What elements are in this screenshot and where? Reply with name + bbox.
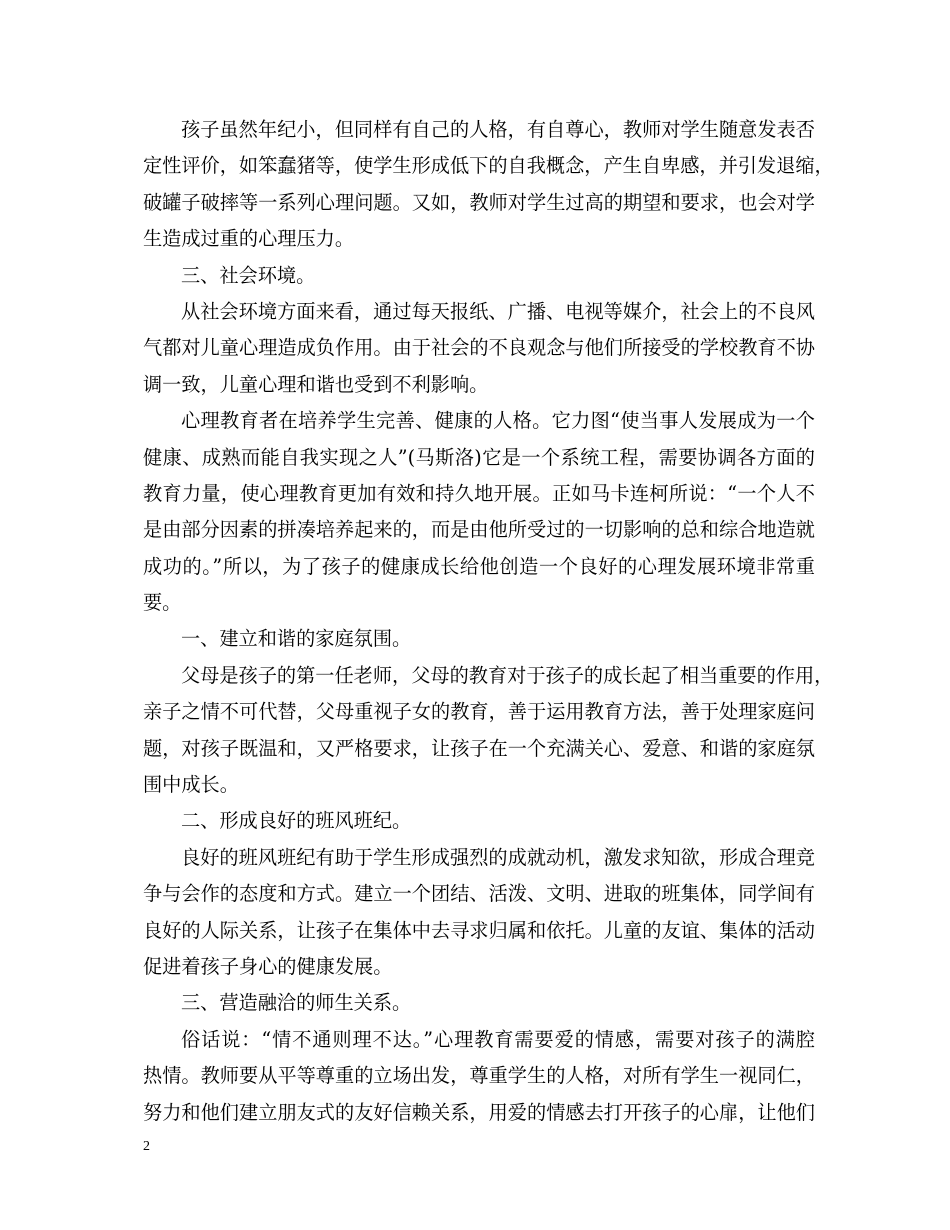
paragraph-line: 成功的。”所以，为了孩子的健康成长给他创造一个良好的心理发展环境非常重 xyxy=(143,554,815,578)
paragraph-line: 健康、成熟而能自我实现之人”(马斯洛)它是一个系统工程，需要协调各方面的 xyxy=(143,445,815,469)
paragraph-line: 从社会环境方面来看，通过每天报纸、广播、电视等媒介，社会上的不良风 xyxy=(181,299,815,323)
paragraph-line: 心理教育者在培养学生完善、健康的人格。它力图“使当事人发展成为一个 xyxy=(181,409,815,433)
paragraph-line: 努力和他们建立朋友式的友好信赖关系，用爱的情感去打开孩子的心扉，让他们 xyxy=(143,1100,815,1124)
paragraph-line: 题，对孩子既温和，又严格要求，让孩子在一个充满关心、爱意、和谐的家庭氛 xyxy=(143,736,815,760)
paragraph-line: 破罐子破摔等一系列心理问题。又如，教师对学生过高的期望和要求，也会对学 xyxy=(143,190,815,214)
section-heading: 一、建立和谐的家庭氛围。 xyxy=(181,627,412,651)
paragraph-line: 定性评价，如笨蠢猪等，使学生形成低下的自我概念，产生自卑感，并引发退缩， xyxy=(143,154,834,178)
paragraph-line: 要。 xyxy=(143,591,182,615)
page-number: 2 xyxy=(143,1139,150,1154)
paragraph-line: 孩子虽然年纪小，但同样有自己的人格，有自尊心，教师对学生随意发表否 xyxy=(181,118,815,141)
section-heading: 二、形成良好的班风班纪。 xyxy=(181,809,412,833)
paragraph-line: 围中成长。 xyxy=(143,773,239,797)
paragraph-line: 是由部分因素的拼凑培养起来的，而是由他所受过的一切影响的总和综合地造就 xyxy=(143,518,815,542)
paragraph-line: 教育力量，使心理教育更加有效和持久地开展。正如马卡连柯所说：“一个人不 xyxy=(143,481,815,505)
paragraph-line: 气都对儿童心理造成负作用。由于社会的不良观念与他们所接受的学校教育不协 xyxy=(143,336,815,360)
paragraph-line: 热情。教师要从平等尊重的立场出发，尊重学生的人格，对所有学生一视同仁， xyxy=(143,1064,815,1088)
paragraph-line: 良好的人际关系，让孩子在集体中去寻求归属和依托。儿童的友谊、集体的活动 xyxy=(143,918,815,942)
section-heading: 三、社会环境。 xyxy=(181,263,316,287)
paragraph-line: 俗话说：“情不通则理不达。”心理教育需要爱的情感，需要对孩子的满腔 xyxy=(181,1027,815,1051)
paragraph-line: 良好的班风班纪有助于学生形成强烈的成就动机，激发求知欲，形成合理竞 xyxy=(181,845,815,869)
paragraph-line: 促进着孩子身心的健康发展。 xyxy=(143,954,393,978)
section-heading: 三、营造融洽的师生关系。 xyxy=(181,991,412,1015)
document-body xyxy=(143,112,834,1131)
paragraph-line: 亲子之情不可代替，父母重视子女的教育，善于运用教育方法，善于处理家庭问 xyxy=(143,700,815,724)
paragraph-line: 争与会作的态度和方式。建立一个团结、活泼、文明、进取的班集体，同学间有 xyxy=(143,882,815,906)
paragraph-line: 父母是孩子的第一任老师，父母的教育对于孩子的成长起了相当重要的作用， xyxy=(181,663,834,687)
paragraph-line: 生造成过重的心理压力。 xyxy=(143,227,355,251)
paragraph-line: 调一致，儿童心理和谐也受到不利影响。 xyxy=(143,372,489,396)
